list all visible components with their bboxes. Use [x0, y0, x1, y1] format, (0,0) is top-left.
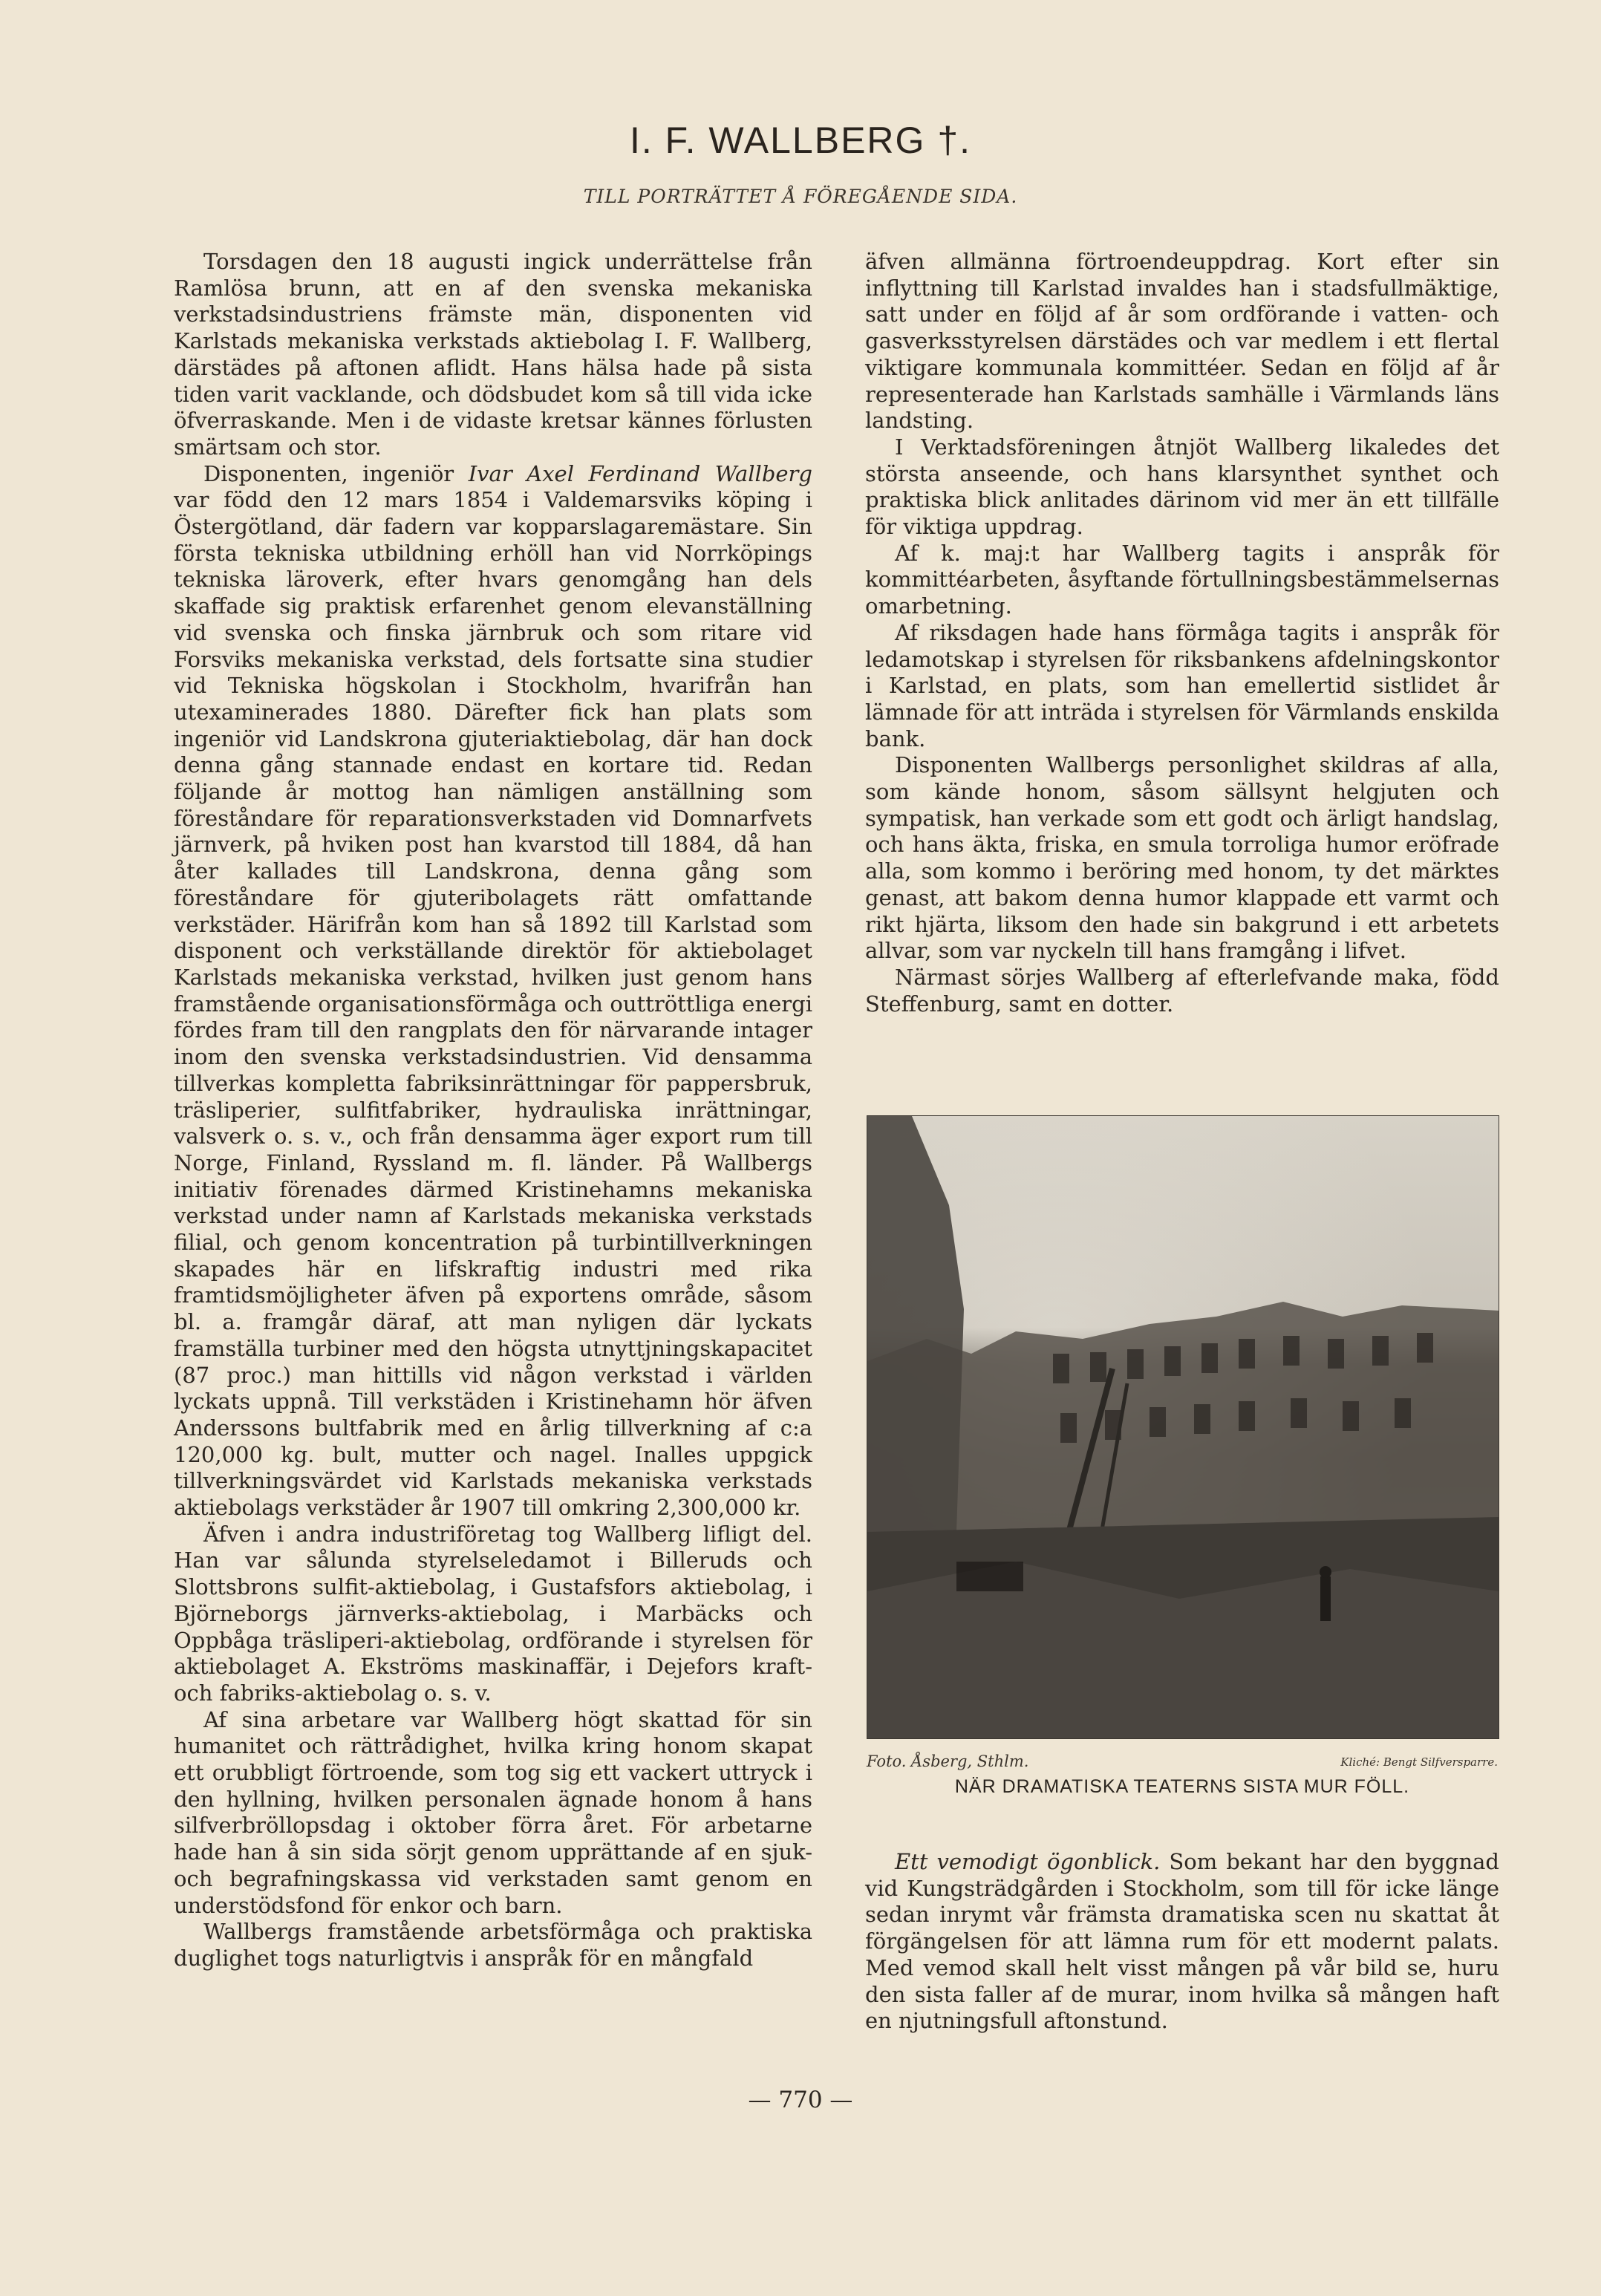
paragraph: Disponenten, ingeniör Ivar Axel Ferdinand Wallberg var född den 12 mars 1854 i Valdemarsviks köping i Östergötland, där fadern var kopparslagaremästare. Sin första tekniska utbildning erhöll han vid Norrköpings tekniska läroverk, efter hvars genomgång han dels skaffade sig praktisk erfarenhet genom elevanställning vid svenska och finska järnbruk och som ritare vid Forsviks mekaniska verkstad, dels fortsatte sina studier vid Tekniska högskolan i Stockholm, hvarifrån han utexaminerades 1880. Därefter fick han plats som ingeniör vid Landskrona gjuteriaktiebolag, där han dock denna gång stannade endast en kortare tid. Redan följande år mottog han nämligen anställning som föreståndare för reparationsverkstaden vid Domnarfvets järnverk, på hviken post han kvarstod till 1884, då han åter kallades till Landskrona, denna gång som föreståndare för gjuteribolagets rätt omfattande verkstäder. Härifrån kom han så 1892 till Karlstad som disponent och verkställande direktör för aktiebolaget Karlstads mekaniska verkstad, hvilken just genom hans framstående organisationsförmåga och outtröttliga energi fördes fram till den rangplats den för närvarande intager inom den svenska verkstadsindustrien. Vid densamma tillverkas kompletta fabriksinrättningar för pappersbruk, träsliperier, sulfitfabriker, hydrauliska inrättningar, valsverk o. s. v., och från densamma äger export rum till Norge, Finland, Ryssland m. fl. länder. På Wallbergs initiativ förenades därmed Kristinehamns mekaniska verkstad under namn af Karlstads mekaniska verkstads filial, och genom koncentration på turbintillverkningen skapades här en lifskraftig industri med rika framtidsmöjligheter äfven på exportens område, såsom bl. a. framgår däraf, att man nyligen där lyckats framställa turbiner med den högsta utnyttjningskapacitet (87 proc.) man hittills vid någon verkstad i världen lyckats uppnå. Till verkstäden i Kristinehamn hör äfven Anderssons bultfabrik med en årlig tillverkning af c:a 120,000 kg. bult, mutter och nagel. Inalles uppgick tillverkningsvärdet vid Karlstads mekaniska verkstads aktiebolags verkstäder år 1907 till omkring 2,300,000 kr.	[174, 460, 812, 1521]
news-item	[865, 1849, 1499, 2035]
paragraph: I Verktadsföreningen åtnjöt Wallberg likaledes det största anseende, och hans klarsynthet synthet och praktiska blick anlitades därinom vid mer än ett tillfälle för viktiga uppdrag.	[865, 434, 1499, 540]
photo-caption: NÄR DRAMATISKA TEATERNS SISTA MUR FÖLL.	[954, 1776, 1410, 1797]
page-number: — 770 —	[748, 2087, 853, 2113]
paragraph: Ett vemodigt ögonblick. Som bekant har den byggnad vid Kungsträdgården i Stockholm, som till för icke länge sedan inrymt vår främsta dramatiska scen nu skattat åt förgängelsen för att lämna rum för ett modernt palats. Med vemod skall helt visst mången på vår bild se, huru den sista faller af de murar, inom hvilka så mången haft en njutningsfull aftonstund.	[865, 1849, 1500, 2034]
right-column	[865, 249, 1499, 1017]
paragraph: Närmast sörjes Wallberg af efterlefvande maka, född Steffenburg, samt en dotter.	[865, 964, 1499, 1017]
paragraph: Af sina arbetare var Wallberg högt skattad för sin humanitet och rättrådighet, hvilka kring honom skapat ett orubbligt förtroende, som tog sig ett vackert uttryck i den hyllning, hvilken personalen ägnade honom å hans silfverbröllopsdag i oktober förra året. För arbetarne hade han å sin sida sörjt genom upprättande af en sjuk- och begrafningskassa vid verkstaden samt genom en understödsfond för enkor och barn.	[174, 1706, 812, 1918]
article-subtitle: TILL PORTRÄTTET Å FÖREGÅENDE SIDA.	[583, 186, 1018, 207]
photo-credit: Foto. Åsberg, Sthlm.	[867, 1752, 1029, 1770]
paragraph: Af riksdagen hade hans förmåga tagits i anspråk för ledamotskap i styrelsen för riksbankens afdelningskontor i Karlstad, en plats, som han emellertid sistlidet år lämnade för att inträda i styrelsen för Värmlands enskilda bank.	[865, 619, 1499, 751]
news-lead: Ett vemodigt ögonblick.	[895, 1849, 1161, 1874]
paragraph: Torsdagen den 18 augusti ingick underrättelse från Ramlösa brunn, att en af den svenska mekaniska verkstadsindustriens främste män, disponenten vid Karlstads mekaniska verkstads aktiebolag I. F. Wallberg, därstädes på aftonen aflidt. Hans hälsa hade på sista tiden varit vacklande, och dödsbudet kom så till vida icke öfverraskande. Men i de vidaste kretsar kännes förlusten smärtsam och stor.	[174, 249, 812, 460]
person-name: Ivar Axel Ferdinand Wallberg	[468, 460, 812, 486]
paragraph: Äfven i andra industriföretag tog Wallberg lifligt del. Han var sålunda styrelseledamot i Billeruds och Slottsbrons sulfit-aktiebolag, i Gustafsfors aktiebolag, i Björneborgs järnverks-aktiebolag, i Marbäcks och Oppbåga träsliperi-aktiebolag, ordförande i styrelsen för aktiebolaget A. Ekströms maskinaffär, i Dejefors kraft- och fabriks-aktiebolag o. s. v.	[174, 1521, 812, 1706]
cliche-credit: Kliché: Bengt Silfversparre.	[1340, 1755, 1498, 1769]
demolition-photo	[867, 1115, 1499, 1739]
paragraph: Disponenten Wallbergs personlighet skildras af alla, som kände honom, såsom sällsynt helgjuten och sympatisk, han verkade som ett godt och ärligt handslag, och hans äkta, friska, en smula torroliga humor eröfrade alla, som kommo i beröring med honom, ty det märktes genast, att bakom denna humor klappade ett varmt och rikt hjärta, liksom den hade sin bakgrund i ett arbetets allvar, som var nyckeln till hans framgång i lifvet.	[865, 752, 1499, 964]
paragraph: Af k. maj:t har Wallberg tagits i anspråk för kommittéarbeten, åsyftande förtullningsbestämmelsernas omarbetning.	[865, 540, 1499, 619]
paragraph: äfven allmänna förtroendeuppdrag. Kort efter sin inflyttning till Karlstad invaldes han i stadsfullmäktige, satt under en följd af år som ordförande i vatten- och gasverksstyrelsen därstädes och var medlem i ett flertal viktigare kommunala kommittéer. Sedan en följd af år representerade han Karlstads samhälle i Värmlands läns landsting.	[865, 249, 1499, 434]
left-column	[174, 249, 812, 1972]
article-title: I. F. WALLBERG †.	[629, 120, 972, 161]
photo-illustration	[867, 1116, 1499, 1738]
paragraph: Wallbergs framstående arbetsförmåga och praktiska duglighet togs naturligtvis i anspråk för en mångfald	[174, 1919, 812, 1971]
